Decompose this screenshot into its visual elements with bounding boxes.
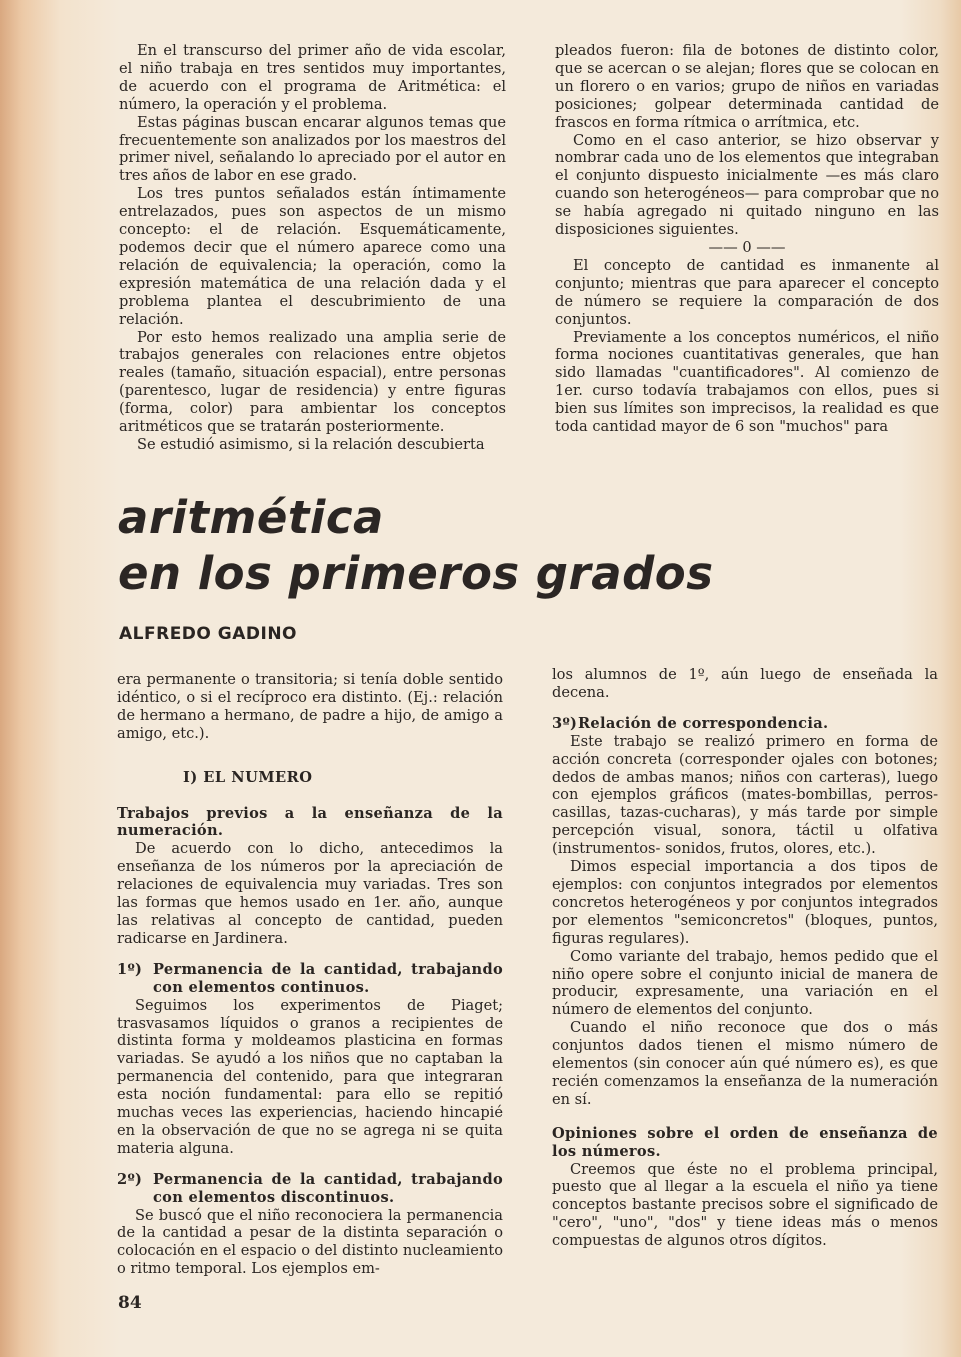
column-bottom-left xyxy=(117,671,503,1278)
sub-heading: Trabajos previos a la enseñanza de la numeración. xyxy=(117,804,503,840)
heading-text: Relación de correspondencia. xyxy=(578,714,829,732)
heading-number: 2º) xyxy=(117,1170,143,1188)
paragraph: los alumnos de 1º, aún luego de enseñada la decena. xyxy=(552,666,938,701)
paragraph: Se buscó que el niño reconociera la permanencia de la cantidad a pesar de la distinta separación o colocación en el espacio o del distinto nucleamiento o ritmo temporal. Los ejemplos em- xyxy=(117,1206,503,1278)
page-number: 84 xyxy=(118,1293,142,1313)
heading-text: Permanencia de la cantidad, trabajando con elementos discontinuos. xyxy=(153,1170,503,1206)
paragraph: Por esto hemos realizado una amplia serie de trabajos generales con relaciones entre objetos reales (tamaño, situación espacial), entre personas (parentesco, lugar de residencia) y entre figuras (forma, color) para ambientar los conceptos aritméticos que se tratarán posteriormente. xyxy=(119,328,506,436)
section-separator: —— 0 —— xyxy=(708,238,786,256)
author-byline: ALFREDO GADINO xyxy=(119,624,298,644)
paragraph: El concepto de cantidad es inmanente al conjunto; mientras que para aparecer el concepto de número se requiere la comparación de dos conjuntos. xyxy=(555,256,939,328)
article-title xyxy=(118,490,714,602)
paragraph: Cuando el niño reconoce que dos o más conjuntos dados tienen el mismo número de elementos (sin conocer aún qué número es), es que recién comenzamos la enseñanza de la numeración en sí. xyxy=(552,1019,938,1108)
heading-number: 3º) xyxy=(552,714,578,732)
paragraph: Se estudió asimismo, si la relación descubierta xyxy=(137,435,485,453)
paragraph: Como variante del trabajo, hemos pedido que el niño opere sobre el conjunto inicial de manera de producir, expresamente, una variación en el número de elementos del conjunto. xyxy=(552,947,938,1019)
paragraph: Los tres puntos señalados están íntimamente entrelazados, pues son aspectos de un mismo concepto: el de relación. Esquemáticamente, podemos decir que el número aparece como una relación de equivalencia; la operación, como la expresión matemática de una relación dada y el problema plantea el descubrimiento de una relación. xyxy=(119,185,506,328)
paragraph: Dimos especial importancia a dos tipos de ejemplos: con conjuntos integrados por elementos concretos heterogéneos y por conjuntos integrados por elementos "semiconcretos" (bloques, puntos, figuras regulares). xyxy=(552,858,938,947)
numbered-heading xyxy=(117,961,503,997)
sub-heading: Opiniones sobre el orden de enseñanza de los números. xyxy=(552,1124,938,1160)
paragraph: Seguimos los experimentos de Piaget; trasvasamos líquidos o granos a recipientes de distinta forma y moldeamos plasticina en formas variadas. Se ayudó a los niños que no captaban la permanencia del contenido, para que integraran esta noción fundamental: para ello se repitió muchas veces las experiencias, haciendo hincapié en la observación de que no se agrega ni se quita materia alguna. xyxy=(117,996,503,1157)
paragraph: Estas páginas buscan encarar algunos temas que frecuentemente son analizados por los maestros del primer nivel, señalando lo apreciado por el autor en tres años de labor en ese grado. xyxy=(119,113,506,185)
heading-text: Permanencia de la cantidad, trabajando con elementos continuos. xyxy=(153,960,503,996)
paragraph: En el transcurso del primer año de vida escolar, el niño trabaja en tres sentidos muy importantes, de acuerdo con el programa de Aritmética: el número, la operación y el problema. xyxy=(119,42,506,113)
paragraph: era permanente o transitoria; si tenía doble sentido idéntico, o si el recíproco era distinto. (Ej.: relación de hermano a hermano, de padre a hijo, de amigo a amigo, etc.). xyxy=(117,671,503,742)
paragraph: Este trabajo se realizó primero en forma de acción concreta (corresponder ojales con botones; dedos de ambas manos; niños con carteras), luego con ejemplos gráficos (mates-bombillas, perros-casillas, tazas-cucharas), y más tarde por simple percepción visual, sonora, táctil u olfativa (instrumentos- sonidos, frutos, olores, etc.). xyxy=(552,732,938,858)
numbered-heading xyxy=(117,1171,503,1207)
paragraph: Como en el caso anterior, se hizo observar y nombrar cada uno de los elementos que integraban el conjunto dispuesto inicialmente —es más claro cuando son heterogéneos— para comprobar que no se había agregado ni quitado ninguno en las disposiciones siguientes. xyxy=(555,131,939,239)
column-top-right xyxy=(555,42,939,436)
paragraph: Previamente a los conceptos numéricos, el niño forma nociones cuantitativas generales, que han sido llamadas "cuantificadores". Al comienzo de 1er. curso todavía trabajamos con ellos, pues si bien sus límites son imprecisos, la realidad es que toda cantidad mayor de 6 son "muchos" para xyxy=(555,328,939,436)
paragraph: Creemos que éste no el problema principal, puesto que al llegar a la escuela el niño ya tiene conceptos bastante precisos sobre el significado de "cero", "uno", "dos" y tiene ideas más o menos compuestas de algunos otros dígitos. xyxy=(552,1160,938,1250)
column-top-left xyxy=(119,42,506,454)
paragraph: pleados fueron: fila de botones de distinto color, que se acercan o se alejan; flores que se colocan en un florero o en varios; grupo de niños en variadas posiciones; golpear determinada cantidad de frascos en forma rítmica o arrítmica, etc. xyxy=(555,42,939,131)
paragraph: De acuerdo con lo dicho, antecedimos la enseñanza de los números por la apreciación de relaciones de equivalencia muy variadas. Tres son las formas que hemos usado en 1er. año, aunque las relativas al concepto de cantidad, pueden radicarse en Jardinera. xyxy=(117,840,503,947)
heading-number: 1º) xyxy=(117,960,143,978)
section-heading: I) EL NUMERO xyxy=(183,768,313,786)
numbered-heading xyxy=(552,715,938,733)
title-line-2: en los primeros grados xyxy=(118,547,714,600)
column-bottom-right xyxy=(552,666,938,1250)
title-line-1: aritmética xyxy=(118,491,384,544)
